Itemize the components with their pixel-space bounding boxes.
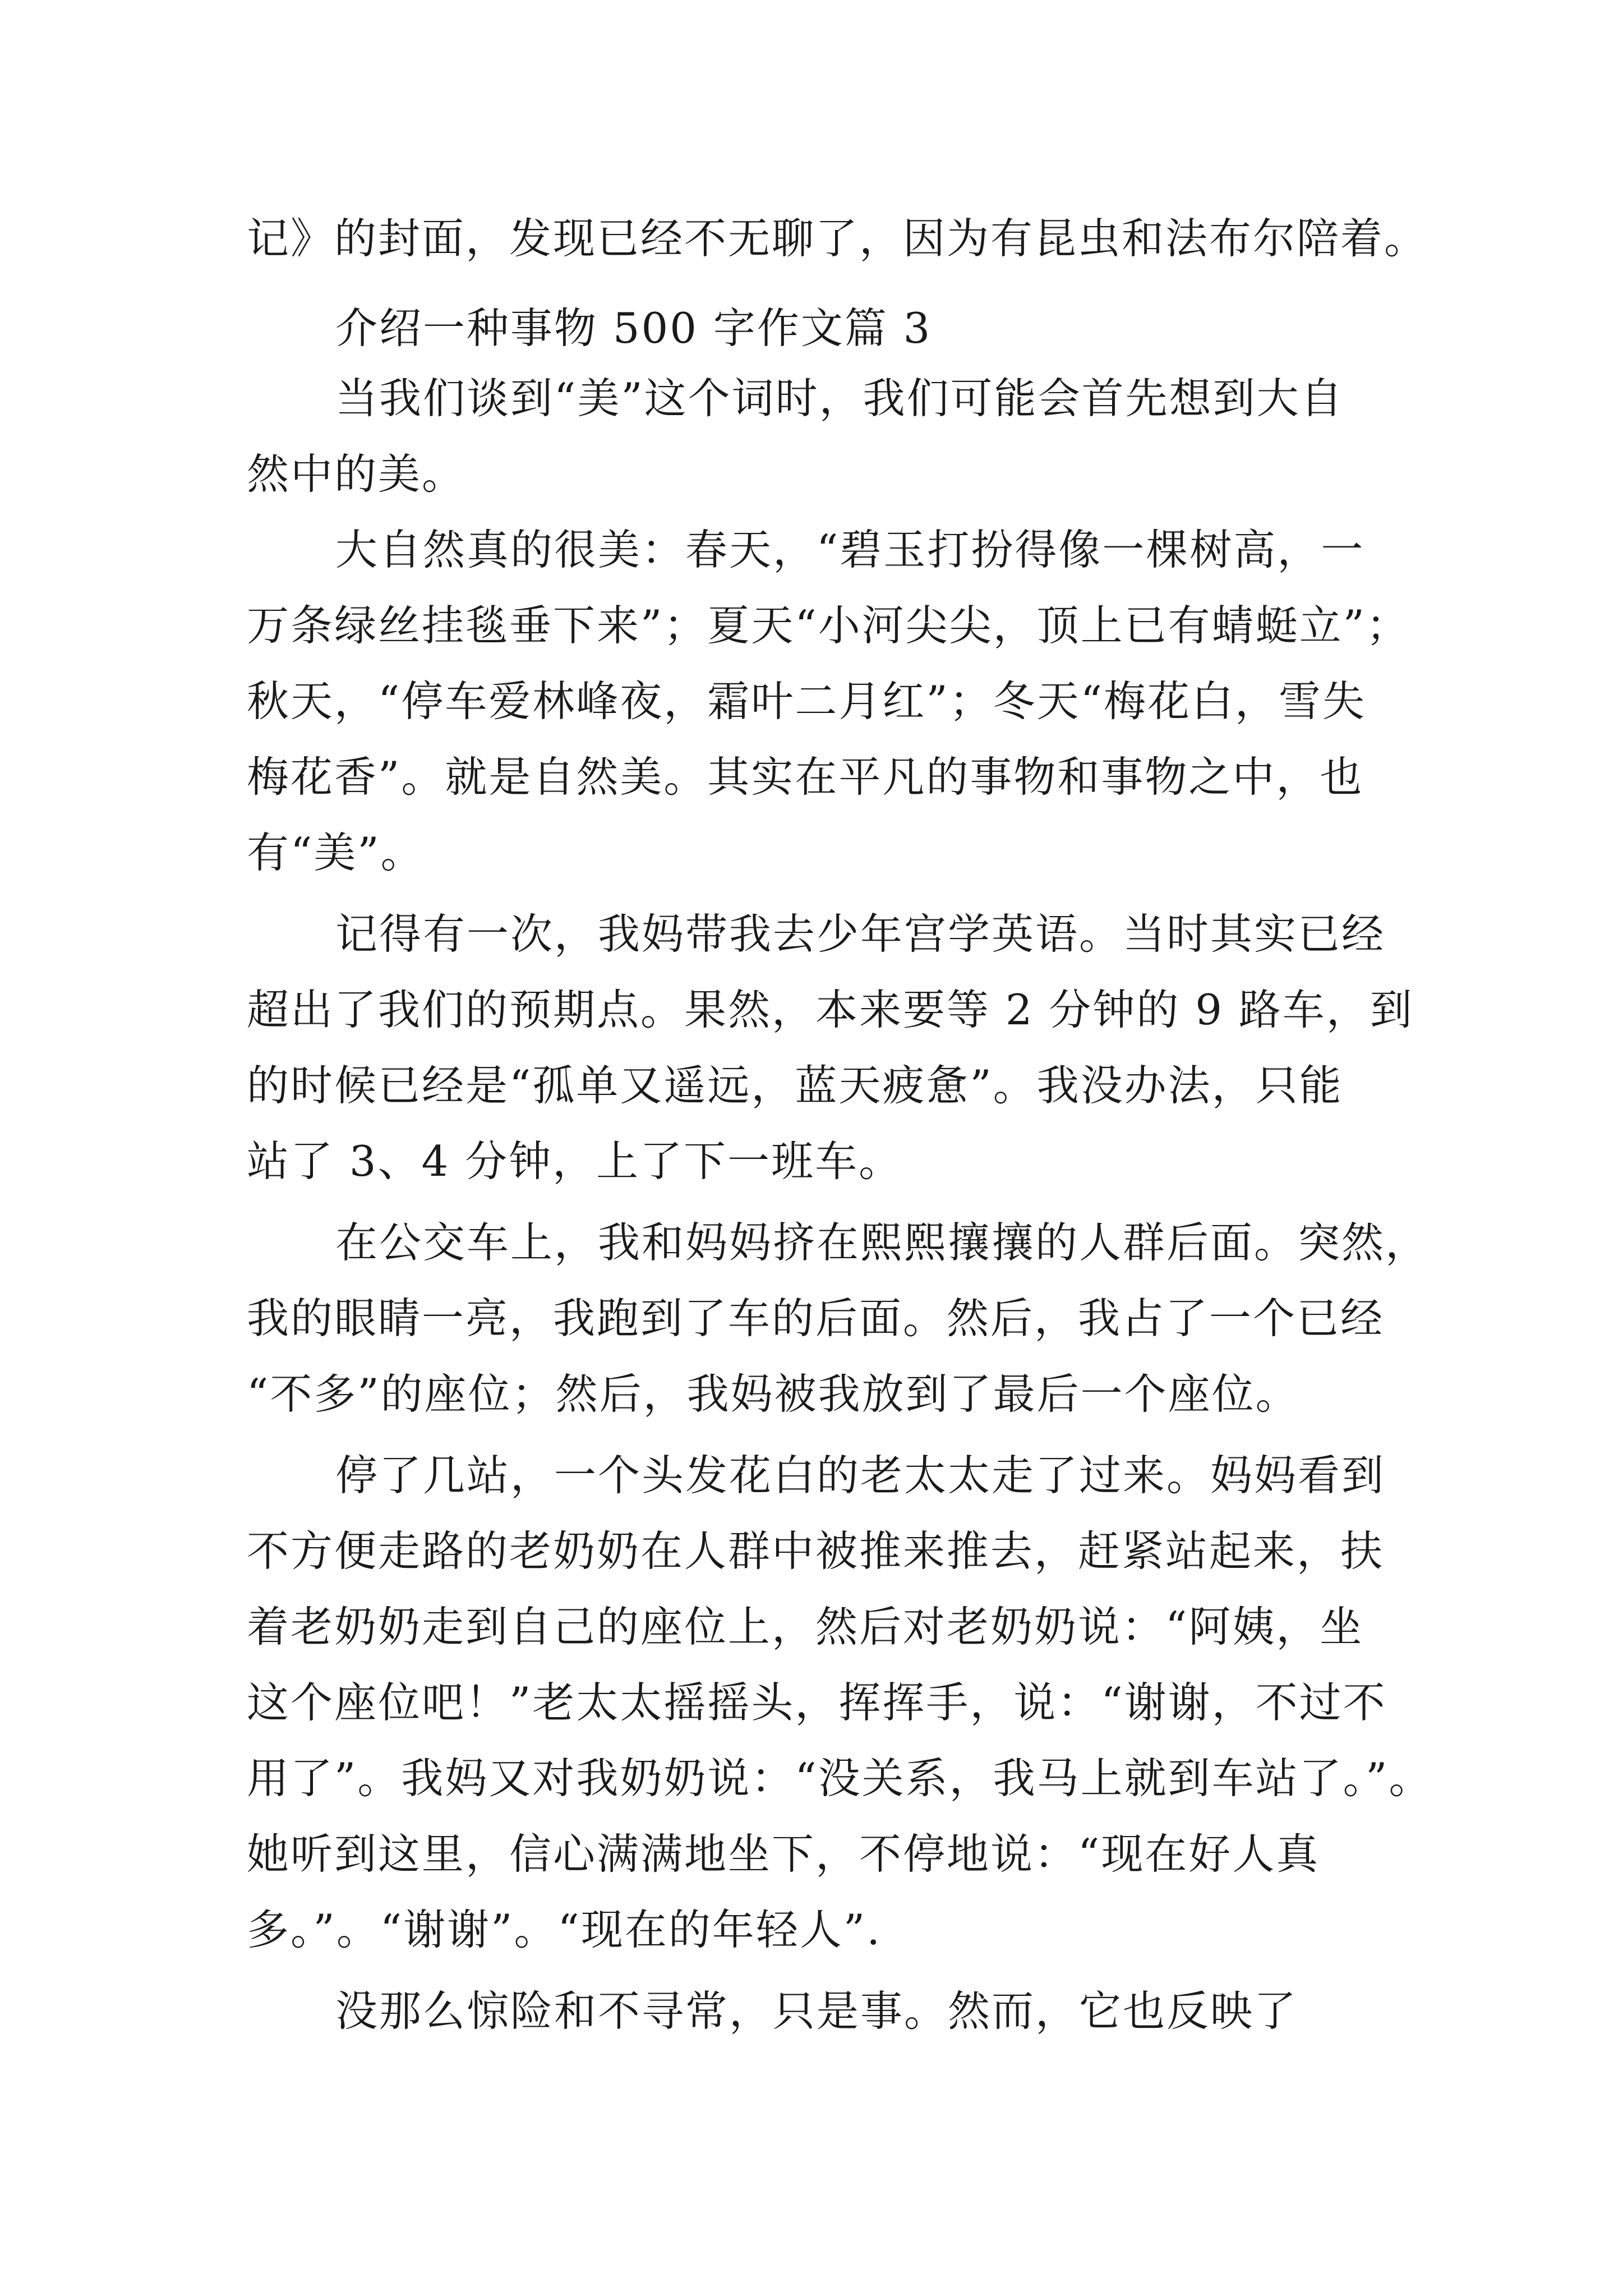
text-line: 然中的美。 [247,449,466,499]
text-line: 的时候已经是“孤单又遥远，蓝天疲惫”。我没办法，只能 [247,1061,1343,1110]
text-line: 多。”。“谢谢”。“现在的年轻人”. [247,1905,882,1954]
text-line: 停了几站，一个头发花白的老太太走了过来。妈妈看到 [335,1451,1386,1500]
text-line: 站了 3、4 分钟，上了下一班车。 [247,1137,903,1186]
text-line: 我的眼睛一亮，我跑到了车的后面。然后，我占了一个已经 [247,1294,1385,1343]
text-line: 在公交车上，我和妈妈挤在熙熙攘攘的人群后面。突然， [335,1218,1430,1267]
text-line: “不多”的座位；然后，我妈被我放到了最后一个座位。 [247,1369,1299,1419]
text-line: 记》的封面，发现已经不无聊了，因为有昆虫和法布尔陪着。 [247,214,1428,263]
text-line: 有“美”。 [247,828,425,877]
text-line: 梅花香”。就是自然美。其实在平凡的事物和事物之中，也 [247,752,1364,802]
text-line: 记得有一次，我妈带我去少年宫学英语。当时其实已经 [335,909,1386,959]
text-line: 她听到这里，信心满满地坐下，不停地说：“现在好人真 [247,1829,1320,1879]
text-line: 着老奶奶走到自己的座位上，然后对老奶奶说：“阿姨，坐 [247,1602,1364,1651]
text-line: 用了”。我妈又对我奶奶说：“没关系，我马上就到车站了。”。 [247,1754,1433,1803]
text-line: 这个座位吧！”老太太摇摇头，挥挥手，说：“谢谢，不过不 [247,1678,1387,1727]
text-line: 超出了我们的预期点。果然，本来要等 2 分钟的 9 路车，到 [247,985,1414,1034]
text-line: 万条绿丝挂毯垂下来”；夏天“小河尖尖，顶上已有蜻蜓立”； [247,601,1410,650]
text-line: 大自然真的很美：春天，“碧玉打扮得像一棵树高，一 [335,525,1365,574]
section-heading: 介绍一种事物 500 字作文篇 3 [335,303,932,353]
text-line: 秋天，“停车爱林峰夜，霜叶二月红”；冬天“梅花白，雪失 [247,677,1367,726]
text-line: 没那么惊险和不寻常，只是事。然而，它也反映了 [335,1986,1298,2036]
text-line: 不方便走路的老奶奶在人群中被推来推去，赶紧站起来，扶 [247,1526,1385,1576]
text-line: 当我们谈到“美”这个词时，我们可能会首先想到大自 [335,374,1344,423]
